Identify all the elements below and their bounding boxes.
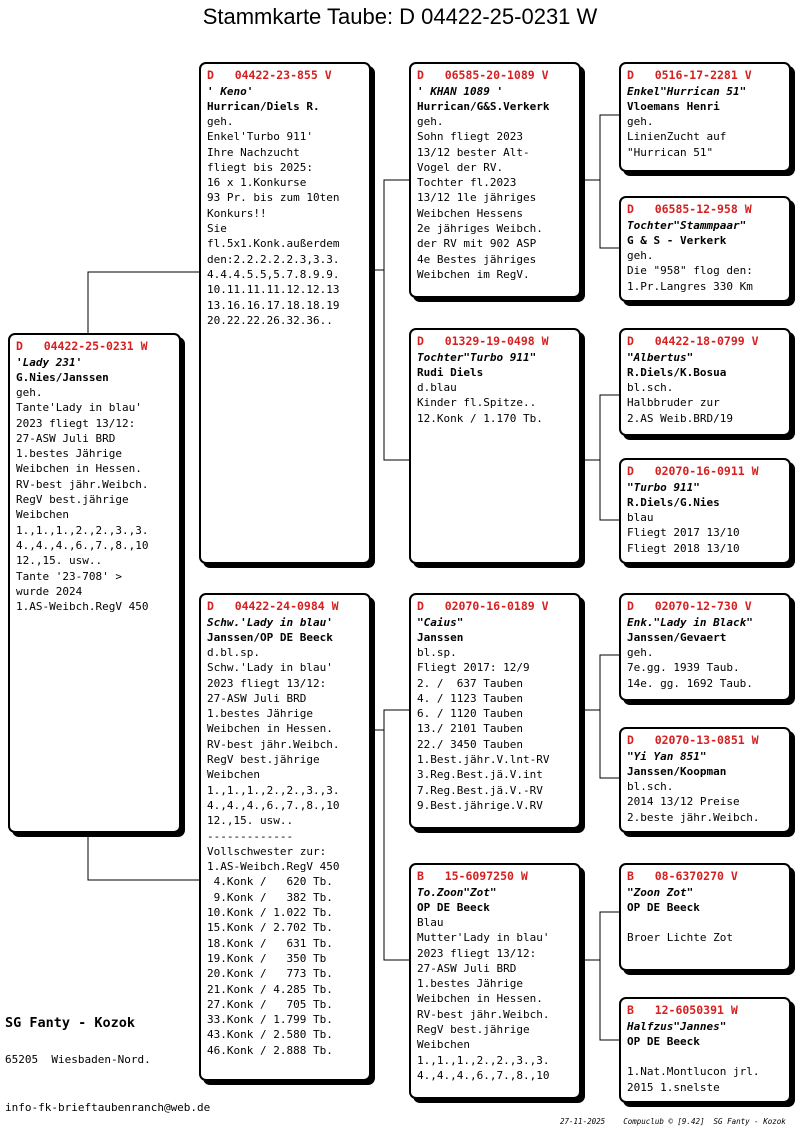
- info-line: 27-ASW Juli BRD: [16, 431, 116, 445]
- info-line: geh.: [627, 646, 654, 659]
- info-line: 2023 fliegt 13/12:: [417, 946, 537, 960]
- info-line: 1.bestes Jährige: [417, 977, 523, 991]
- breeder: OP DE Beeck: [417, 901, 490, 914]
- info-line: bl.sch.: [627, 381, 674, 394]
- info-line: 20.Konk / 773 Tb.: [207, 967, 333, 981]
- breeder: Rudi Diels: [417, 366, 484, 379]
- breeder: G & S - Verkerk: [627, 234, 727, 247]
- page-title: Stammkarte Taube: D 04422-25-0231 W: [202, 4, 598, 29]
- info-line: geh.: [207, 115, 234, 128]
- info-line: d.blau: [417, 381, 457, 394]
- info-line: "Hurrican 51": [627, 145, 714, 159]
- info-line: 4.,4.,4.,6.,7.,8.,10: [207, 798, 340, 812]
- info-line: Tante'Lady in blau': [16, 401, 142, 415]
- info-line: 1.Nat.Montlucon jrl.: [627, 1065, 760, 1079]
- info-line: 1.Pr.Langres 330 Km: [627, 279, 753, 293]
- info-line: 12.,15. usw..: [16, 554, 103, 568]
- info-line: 2.beste jähr.Weibch.: [627, 810, 760, 824]
- info-line: 1.bestes Jährige: [207, 707, 313, 721]
- info-line: bl.sch.: [627, 780, 674, 793]
- info-line: RegV best.jährige: [417, 1023, 530, 1037]
- pedigree-card-paternal-grandmother: [409, 328, 581, 564]
- pedigree-card-fmm: [619, 458, 791, 564]
- info-line: 10.11.11.11.12.12.13: [207, 283, 340, 297]
- info-line: 13/12 1le jähriges: [417, 191, 537, 205]
- info-line: Weibchen in Hessen.: [16, 462, 142, 476]
- info-line: Schw.'Lady in blau': [207, 661, 333, 675]
- info-line: 27-ASW Juli BRD: [417, 961, 517, 975]
- breeder: Janssen/OP DE Beeck: [207, 631, 333, 644]
- info-line: 1.AS-Weibch.RegV 450: [16, 600, 149, 614]
- info-line: 4.Konk / 620 Tb.: [207, 875, 333, 889]
- info-line: Kinder fl.Spitze..: [417, 396, 537, 410]
- info-line: 18.Konk / 631 Tb.: [207, 936, 333, 950]
- info-line: Vollschwester zur:: [207, 844, 327, 858]
- info-line: 7.Reg.Best.jä.V.-RV: [417, 783, 543, 797]
- breeder: Janssen/Gevaert: [627, 631, 727, 644]
- info-line: 2015 1.snelste: [627, 1080, 720, 1094]
- breeder: Hurrican/Diels R.: [207, 100, 320, 113]
- breeder: OP DE Beeck: [627, 1035, 700, 1048]
- info-line: 2023 fliegt 13/12:: [207, 676, 327, 690]
- ring-number: D 01329-19-0498 W: [417, 334, 549, 348]
- ring-number: D 0516-17-2281 V: [627, 68, 752, 82]
- info-line: Blau: [417, 916, 444, 929]
- pedigree-card-fff: [619, 62, 791, 172]
- pigeon-name: Halfzus"Jannes": [627, 1020, 727, 1033]
- info-line: [627, 915, 783, 930]
- info-line: RV-best jähr.Weibch.: [16, 477, 149, 491]
- pedigree-card-subject: [8, 333, 181, 833]
- info-line: 4.,4.,4.,6.,7.,8.,10: [417, 1068, 550, 1082]
- info-line: 1.,1.,1.,2.,2.,3.,3.: [207, 783, 340, 797]
- info-line: Tante '23-708' >: [16, 569, 122, 583]
- breeder: Hurrican/G&S.Verkerk: [417, 100, 550, 113]
- info-line: RV-best jähr.Weibch.: [417, 1007, 550, 1021]
- info-line: 4.4.4.5.5,5.7.8.9.9.: [207, 267, 340, 281]
- info-line: 12.,15. usw..: [207, 814, 294, 828]
- info-line: den:2.2.2.2.2.3,3.3.: [207, 252, 340, 266]
- info-line: Weibchen in Hessen.: [417, 992, 543, 1006]
- info-line: Fliegt 2017: 12/9: [417, 661, 530, 675]
- pedigree-card-father: [199, 62, 371, 564]
- info-line: geh.: [16, 386, 43, 399]
- pigeon-name: To.Zoon"Zot": [417, 886, 497, 899]
- info-line: Vogel der RV.: [417, 160, 504, 174]
- ring-number: B 12-6050391 W: [627, 1003, 738, 1017]
- info-line: RegV best.jährige: [207, 753, 320, 767]
- info-line: der RV mit 902 ASP: [417, 237, 537, 251]
- info-line: 16 x 1.Konkurse: [207, 176, 307, 190]
- pigeon-name: ' KHAN 1089 ': [417, 85, 504, 98]
- breeder: OP DE Beeck: [627, 901, 700, 914]
- info-line: Weibchen: [417, 1038, 470, 1052]
- pigeon-name: "Turbo 911": [627, 481, 700, 494]
- ring-number: D 04422-18-0799 V: [627, 334, 759, 348]
- info-line: 2023 fliegt 13/12:: [16, 416, 136, 430]
- info-line: geh.: [627, 115, 654, 128]
- info-line: [627, 1049, 783, 1064]
- info-line: 4.,4.,4.,6.,7.,8.,10: [16, 538, 149, 552]
- ring-number: D 04422-24-0984 W: [207, 599, 339, 613]
- info-line: Fliegt 2018 13/10: [627, 541, 740, 555]
- pedigree-card-maternal-grandmother: [409, 863, 581, 1099]
- ring-number: D 06585-12-958 W: [627, 202, 752, 216]
- pigeon-name: "Albertus": [627, 351, 694, 364]
- pigeon-name: Enkel"Hurrican 51": [627, 85, 747, 98]
- info-line: Weibchen im RegV.: [417, 267, 530, 281]
- info-line: Enkel'Turbo 911': [207, 130, 313, 144]
- info-line: 13.16.16.17.18.18.19: [207, 298, 340, 312]
- pedigree-card-fmf: [619, 328, 791, 436]
- ring-number: D 06585-20-1089 V: [417, 68, 549, 82]
- info-line: 1.Best.jähr.V.lnt-RV: [417, 753, 550, 767]
- pedigree-card-mfm: [619, 727, 791, 833]
- info-line: 13/12 bester Alt-: [417, 145, 530, 159]
- info-line: 12.Konk / 1.170 Tb.: [417, 411, 543, 425]
- info-line: 9.Best.jährige.V.RV: [417, 798, 543, 812]
- info-line: 27-ASW Juli BRD: [207, 691, 307, 705]
- info-line: Halbbruder zur: [627, 396, 720, 410]
- info-line: 20.22.22.26.32.36..: [207, 313, 333, 327]
- info-line: 14e. gg. 1692 Taub.: [627, 676, 753, 690]
- info-line: wurde 2024: [16, 584, 83, 598]
- info-line: geh.: [417, 115, 444, 128]
- breeder: G.Nies/Janssen: [16, 371, 109, 384]
- info-line: Fliegt 2017 13/10: [627, 526, 740, 540]
- pedigree-card-mmf: [619, 863, 791, 971]
- ring-number: D 02070-12-730 V: [627, 599, 752, 613]
- info-line: 93 Pr. bis zum 10ten: [207, 191, 340, 205]
- footer-credit: 27-11-2025 Compuclub © [9.42] SG Fanty - Kozok: [560, 1117, 786, 1126]
- breeder: Vloemans Henri: [627, 100, 720, 113]
- pigeon-name: Tochter"Turbo 911": [417, 351, 537, 364]
- breeder: Janssen: [417, 631, 464, 644]
- info-line: -------------: [207, 829, 294, 843]
- info-line: 3.Reg.Best.jä.V.int: [417, 768, 543, 782]
- info-line: 10.Konk / 1.022 Tb.: [207, 906, 333, 920]
- breeder: R.Diels/G.Nies: [627, 496, 720, 509]
- info-line: 22./ 3450 Tauben: [417, 737, 523, 751]
- info-line: Ihre Nachzucht: [207, 145, 300, 159]
- pedigree-card-ffm: [619, 196, 791, 302]
- info-line: 27.Konk / 705 Tb.: [207, 997, 333, 1011]
- info-line: 15.Konk / 2.702 Tb.: [207, 921, 333, 935]
- info-line: 43.Konk / 2.580 Tb.: [207, 1028, 333, 1042]
- info-line: Mutter'Lady in blau': [417, 931, 550, 945]
- info-line: 1.AS-Weibch.RegV 450: [207, 860, 340, 874]
- info-line: blau: [627, 511, 654, 524]
- pigeon-name: Schw.'Lady in blau': [207, 616, 333, 629]
- info-line: Tochter fl.2023: [417, 176, 517, 190]
- pedigree-card-mff: [619, 593, 791, 701]
- owner-name: SG Fanty - Kozok: [5, 1015, 136, 1031]
- pigeon-name: Tochter"Stammpaar": [627, 219, 747, 232]
- ring-number: D 04422-23-855 V: [207, 68, 332, 82]
- info-line: 1.,1.,1.,2.,2.,3.,3.: [417, 1053, 550, 1067]
- info-line: Weibchen: [207, 768, 260, 782]
- info-line: 13./ 2101 Tauben: [417, 722, 523, 736]
- ring-number: D 02070-16-0911 W: [627, 464, 759, 478]
- ring-number: D 04422-25-0231 W: [16, 339, 148, 353]
- info-line: 46.Konk / 2.888 Tb.: [207, 1043, 333, 1057]
- pigeon-name: 'Lady 231': [16, 356, 83, 369]
- ring-number: B 08-6370270 V: [627, 869, 738, 883]
- pigeon-name: Enk."Lady in Black": [627, 616, 753, 629]
- info-line: Weibchen in Hessen.: [207, 722, 333, 736]
- info-line: d.bl.sp.: [207, 646, 260, 659]
- info-line: Broer Lichte Zot: [627, 931, 733, 945]
- info-line: fl.5x1.Konk.außerdem: [207, 237, 340, 251]
- pedigree-card-maternal-grandfather: [409, 593, 581, 829]
- info-line: RV-best jähr.Weibch.: [207, 737, 340, 751]
- info-line: 4e Bestes jähriges: [417, 252, 537, 266]
- info-line: 33.Konk / 1.799 Tb.: [207, 1013, 333, 1027]
- info-line: Sohn fliegt 2023: [417, 130, 523, 144]
- ring-number: D 02070-16-0189 V: [417, 599, 549, 613]
- info-line: 9.Konk / 382 Tb.: [207, 890, 333, 904]
- pigeon-name: "Zoon Zot": [627, 886, 694, 899]
- owner-email: info-fk-brieftaubenranch@web.de: [5, 1101, 211, 1114]
- info-line: 2014 13/12 Preise: [627, 795, 740, 809]
- breeder: Janssen/Koopman: [627, 765, 727, 778]
- info-line: Weibchen Hessens: [417, 206, 523, 220]
- pedigree-card-paternal-grandfather: [409, 62, 581, 298]
- info-line: 7e.gg. 1939 Taub.: [627, 661, 740, 675]
- info-line: Sie: [207, 222, 227, 236]
- pigeon-name: "Caius": [417, 616, 464, 629]
- info-line: 1.bestes Jährige: [16, 447, 122, 461]
- info-line: 4. / 1123 Tauben: [417, 691, 523, 705]
- info-line: 2. / 637 Tauben: [417, 676, 523, 690]
- info-line: Die "958" flog den:: [627, 264, 753, 278]
- info-line: 2e jähriges Weibch.: [417, 222, 543, 236]
- info-line: bl.sp.: [417, 646, 457, 659]
- info-line: LinienZucht auf: [627, 130, 727, 144]
- owner-address: 65205 Wiesbaden-Nord.: [5, 1053, 151, 1066]
- ring-number: D 02070-13-0851 W: [627, 733, 759, 747]
- pedigree-card-mother: [199, 593, 371, 1081]
- info-line: 1.,1.,1.,2.,2.,3.,3.: [16, 523, 149, 537]
- info-line: Konkurs!!: [207, 206, 267, 220]
- info-line: RegV best.jährige: [16, 493, 129, 507]
- info-line: 2.AS Weib.BRD/19: [627, 411, 733, 425]
- pedigree-card-mmm: [619, 997, 791, 1103]
- info-line: geh.: [627, 249, 654, 262]
- info-line: fliegt bis 2025:: [207, 160, 313, 174]
- info-line: Weibchen: [16, 508, 69, 522]
- pigeon-name: "Yi Yan 851": [627, 750, 707, 763]
- info-line: 21.Konk / 4.285 Tb.: [207, 982, 333, 996]
- info-line: 6. / 1120 Tauben: [417, 707, 523, 721]
- ring-number: B 15-6097250 W: [417, 869, 528, 883]
- breeder: R.Diels/K.Bosua: [627, 366, 727, 379]
- pigeon-name: ' Keno': [207, 85, 254, 98]
- info-line: 19.Konk / 350 Tb: [207, 951, 327, 965]
